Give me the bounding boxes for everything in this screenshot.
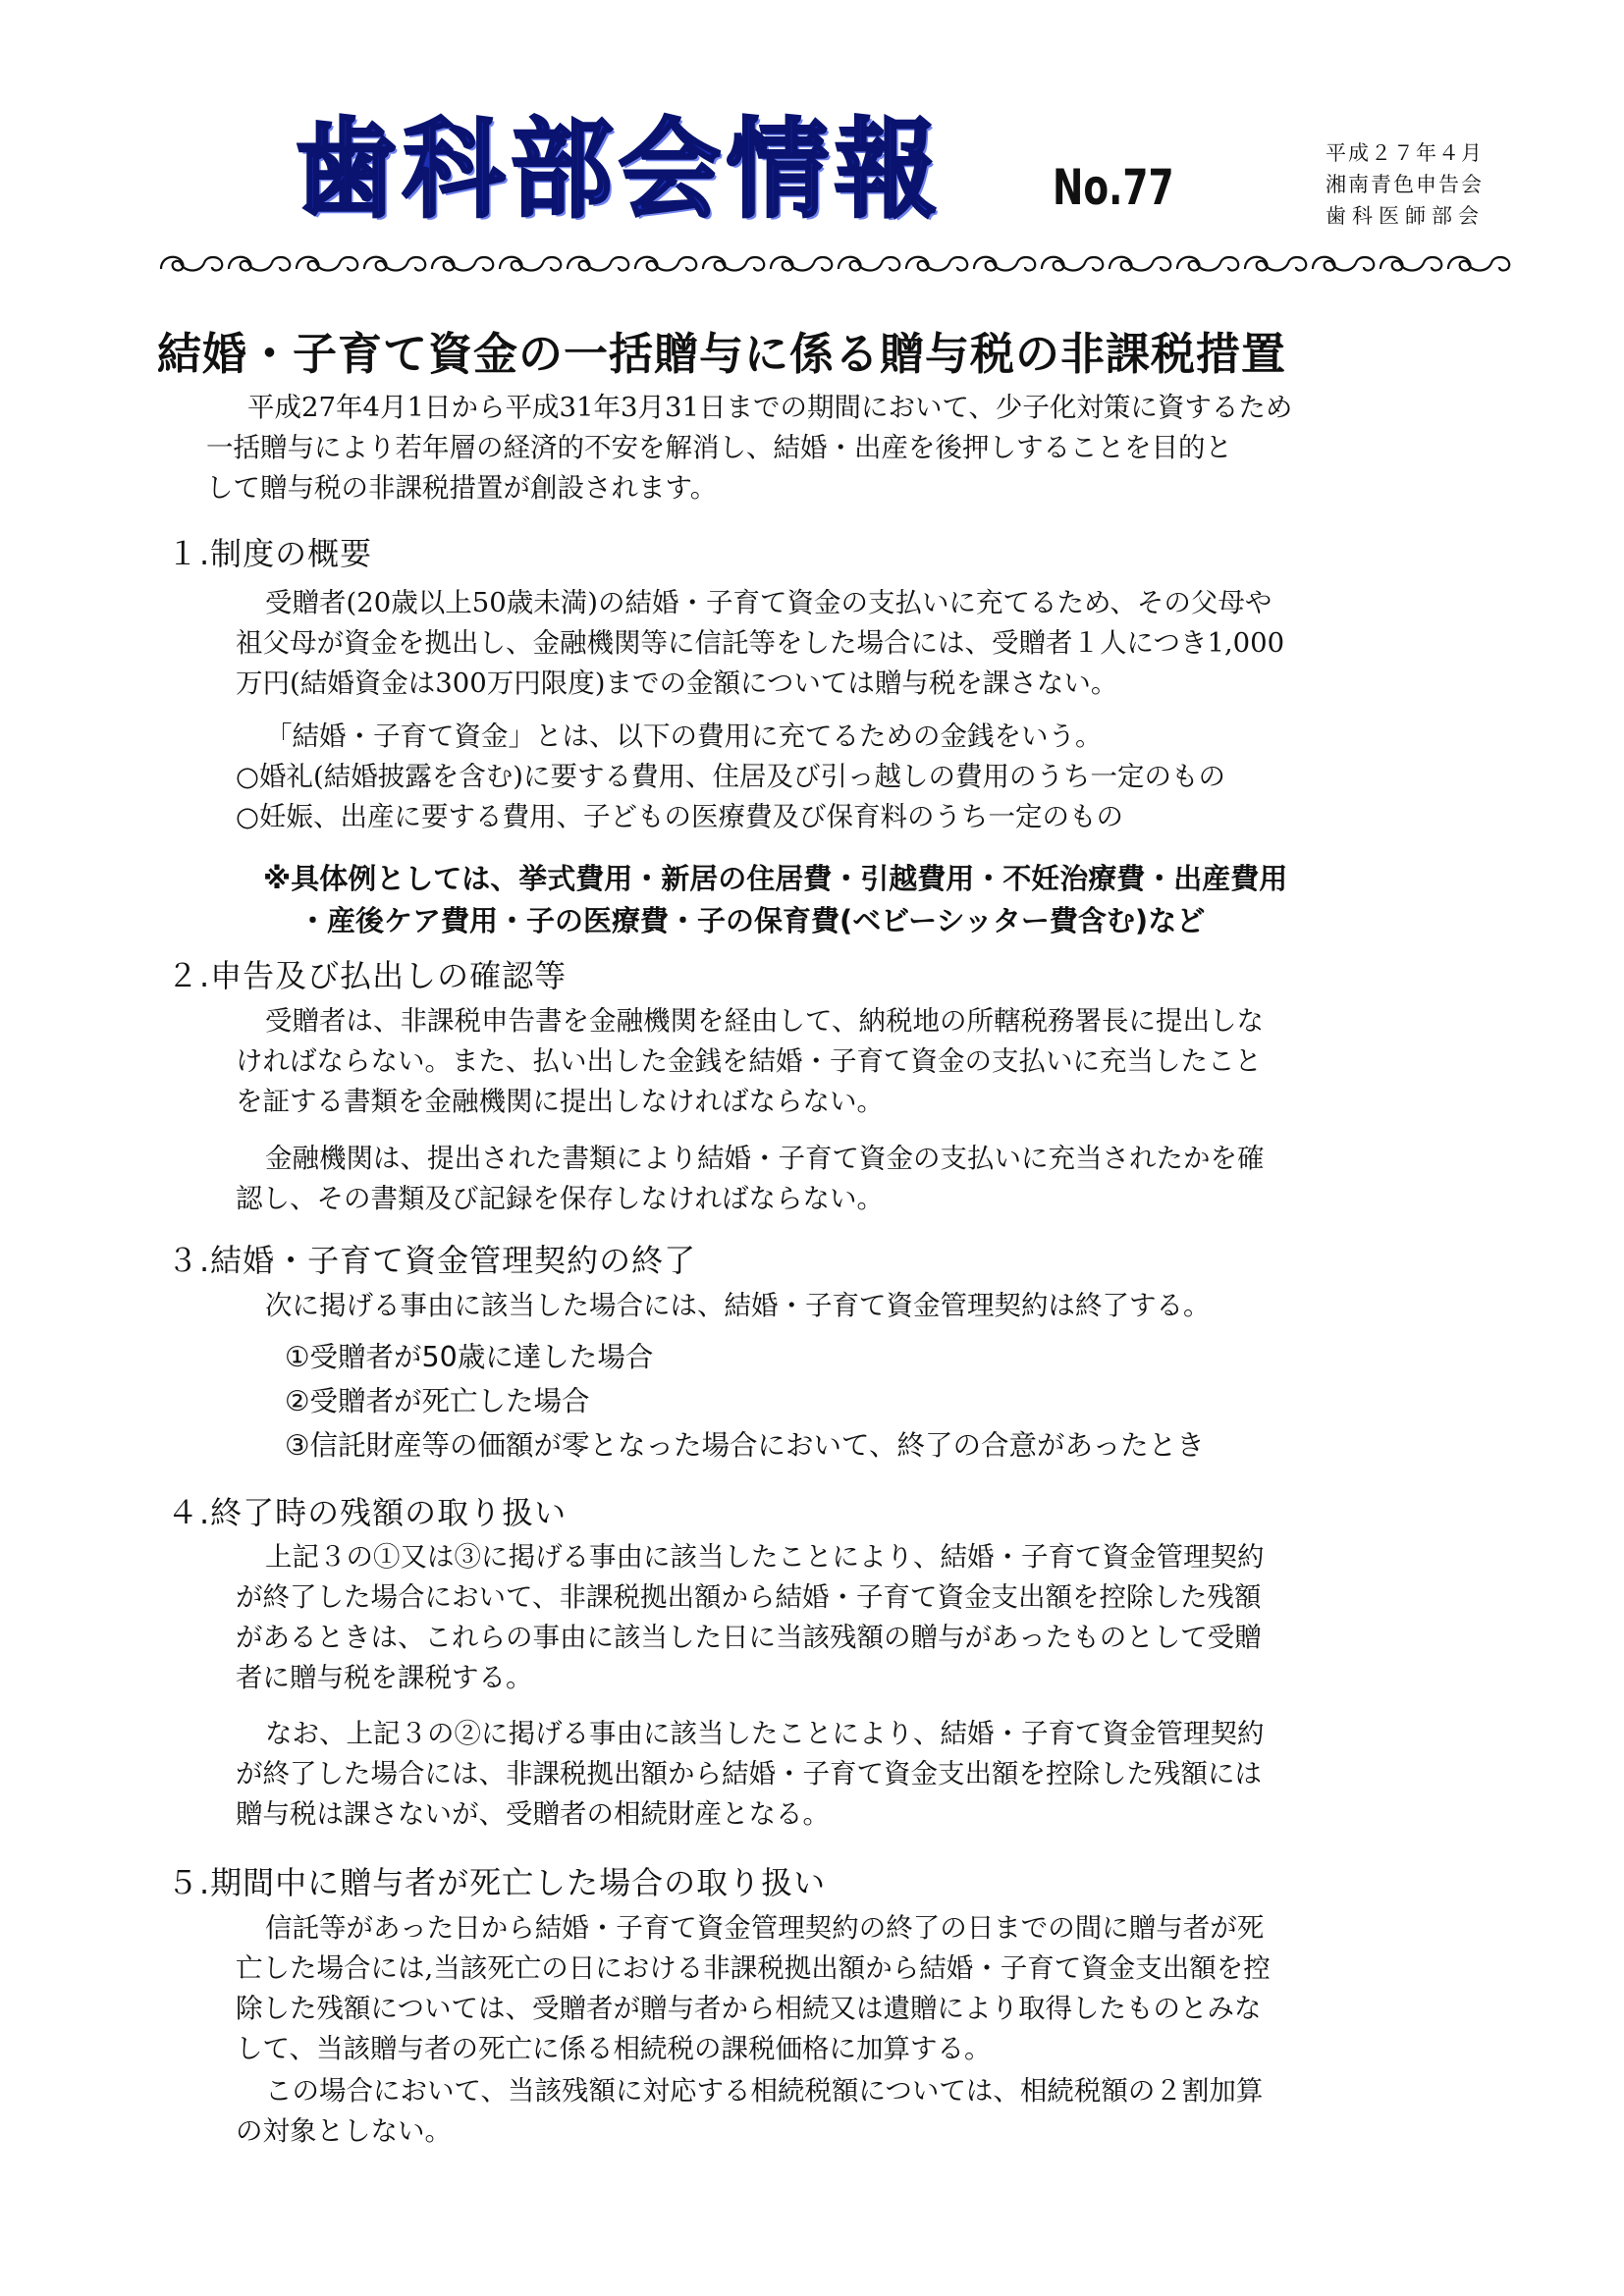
border-ornament (161, 257, 222, 271)
section-5-paragraph-1 (236, 1908, 1271, 2069)
section-5-heading: ５.期間中に贈与者が死亡した場合の取り扱い (167, 1864, 827, 1901)
section-4-line: 贈与税は課さないが、受贈者の相続財産となる。 (236, 1798, 830, 1830)
section-4-paragraph-1 (236, 1537, 1265, 1698)
section-5-line: この場合において、当該残額に対応する相続税額については、相続税額の２割加算 (265, 2075, 1264, 2107)
section-2-line: ければならない。また、払い出した金銭を結婚・子育て資金の支払いに充当したこと (236, 1045, 1262, 1077)
section-4-paragraph-2 (236, 1714, 1265, 1835)
section-4-line: が終了した場合には、非課税拠出額から結婚・子育て資金支出額を控除した残額には (236, 1758, 1262, 1789)
section-1-heading: １.制度の概要 (167, 535, 373, 572)
intro-paragraph (206, 388, 1292, 508)
section-2-paragraph-2 (236, 1139, 1265, 1219)
section-1-line: 万円(結婚資金は300万円限度)までの金額については贈与税を課さない。 (236, 667, 1118, 699)
border-ornament (1380, 257, 1441, 271)
termination-cases-list (285, 1337, 1205, 1466)
section-5-line: の対象としない。 (236, 2115, 452, 2147)
border-ornament (1245, 257, 1306, 271)
border-ornament (906, 257, 967, 271)
note-line: ・産後ケア費用・子の医療費・子の保育費(ベビーシッター費含む)など (298, 904, 1206, 937)
border-ornament (229, 257, 290, 271)
termination-case: ③信託財産等の価額が零となった場合において、終了の合意があったとき (285, 1429, 1205, 1462)
intro-line: 平成27年4月1日から平成31年3月31日までの期間において、少子化対策に資するため (247, 392, 1293, 423)
section-2-line: を証する書類を金融機関に提出しなければならない。 (236, 1086, 884, 1117)
border-ornament (1313, 257, 1374, 271)
border-ornament (297, 257, 357, 271)
decorative-border (157, 249, 1522, 277)
article-title: 結婚・子育て資金の一括贈与に係る贈与税の非課税措置 (157, 328, 1287, 380)
section-1-line: 受贈者(20歳以上50歳未満)の結婚・子育て資金の支払いに充てるため、その父母や (265, 587, 1272, 618)
border-ornament (364, 257, 425, 271)
section-5-line: 除した残額については、受贈者が贈与者から相続又は遺贈により取得したものとみな (236, 1993, 1262, 2024)
section-1-line: 祖父母が資金を拠出し、金融機関等に信託等をした場合には、受贈者１人につき1,000 (236, 627, 1285, 659)
section-1-examples-note (263, 858, 1287, 942)
section-1-paragraph-2 (236, 717, 1225, 837)
border-ornament (432, 257, 493, 271)
intro-line: 一括贈与により若年層の経済的不安を解消し、結婚・出産を後押しすることを目的と (206, 432, 1232, 463)
section-5-line: 亡した場合には,当該死亡の日における非課税拠出額から結婚・子育て資金支出額を控 (236, 1952, 1271, 1984)
section-2-paragraph-1 (236, 1001, 1264, 1122)
issue-number: No.77 (1053, 159, 1174, 216)
section-1-paragraph-1 (236, 583, 1284, 704)
border-ornament (1177, 257, 1238, 271)
termination-case: ②受贈者が死亡した場合 (285, 1385, 590, 1417)
section-5-line: して、当該贈与者の死亡に係る相続税の課税価格に加算する。 (236, 2033, 992, 2064)
section-2-line: 認し、その書類及び記録を保存しなければならない。 (236, 1183, 884, 1214)
note-line: ※具体例としては、挙式費用・新居の住居費・引越費用・不妊治療費・出産費用 (263, 862, 1288, 895)
section-4-line: なお、上記３の②に掲げる事由に該当したことにより、結婚・子育て資金管理契約 (265, 1718, 1265, 1749)
section-2-heading: ２.申告及び払出しの確認等 (167, 957, 568, 994)
termination-case: ①受贈者が50歳に達した場合 (285, 1341, 654, 1373)
section-3-heading: ３.結婚・子育て資金管理契約の終了 (167, 1242, 697, 1279)
section-2-line: 金融機関は、提出された書類により結婚・子育て資金の支払いに充当されたかを確 (265, 1143, 1265, 1174)
section-2-line: 受贈者は、非課税申告書を金融機関を経由して、納税地の所轄税務署長に提出しな (265, 1005, 1264, 1037)
section-4-line: 上記３の①又は③に掲げる事由に該当したことにより、結婚・子育て資金管理契約 (265, 1541, 1265, 1573)
border-ornament (839, 257, 899, 271)
section-3-paragraph: 次に掲げる事由に該当した場合には、結婚・子育て資金管理契約は終了する。 (265, 1290, 1211, 1321)
org-division: 歯科医師部会 (1326, 204, 1485, 228)
section-4-line: が終了した場合において、非課税拠出額から結婚・子育て資金支出額を控除した残額 (236, 1581, 1262, 1613)
issue-date: 平成２７年４月 (1326, 141, 1484, 165)
section-1-line: 「結婚・子育て資金」とは、以下の費用に充てるための金銭をいう。 (265, 721, 1103, 752)
border-ornament (771, 257, 832, 271)
border-ornament (1042, 257, 1103, 271)
border-ornament (1448, 257, 1509, 271)
section-4-line: があるときは、これらの事由に該当した日に当該残額の贈与があったものとして受贈 (236, 1622, 1262, 1653)
section-1-line: ○妊娠、出産に要する費用、子どもの医療費及び保育料のうち一定のもの (236, 801, 1123, 832)
intro-line: して贈与税の非課税措置が創設されます。 (206, 472, 718, 504)
section-5-line: 信託等があった日から結婚・子育て資金管理契約の終了の日までの間に贈与者が死 (265, 1912, 1265, 1944)
section-4-line: 者に贈与税を課税する。 (236, 1662, 533, 1693)
border-ornament (635, 257, 696, 271)
section-5-paragraph-2 (236, 2071, 1263, 2152)
border-ornament (703, 257, 764, 271)
border-ornament (1110, 257, 1170, 271)
section-1-line: ○婚礼(結婚披露を含む)に要する費用、住居及び引っ越しの費用のうち一定のもの (236, 761, 1225, 792)
section-4-heading: ４.終了時の残額の取り扱い (167, 1494, 568, 1531)
border-ornament (974, 257, 1035, 271)
border-ornament (568, 257, 628, 271)
newsletter-title: 歯科部会情報 (295, 106, 944, 233)
border-ornament (500, 257, 561, 271)
org-name: 湘南青色申告会 (1326, 173, 1484, 196)
